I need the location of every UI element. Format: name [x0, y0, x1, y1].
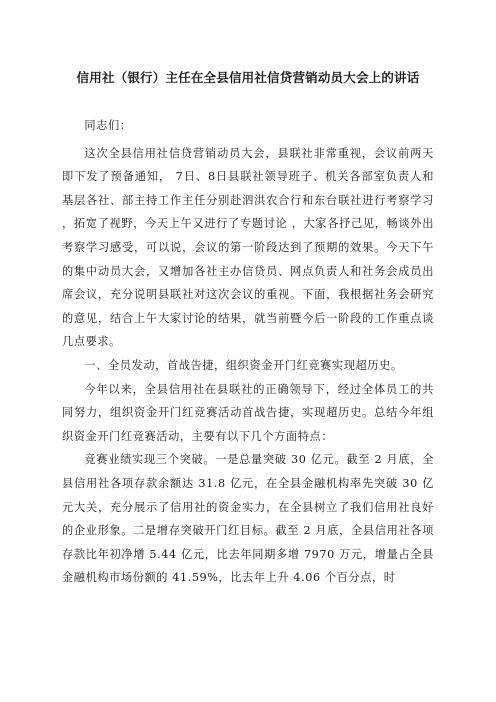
paragraph-intro: 这次全县信用社信贷营销动员大会，县联社非常重视，会议前两天即下发了预备通知， 7日、8日县联社领导班子、机关各部室负责人和基层各社、部主持工作主任分别赴泗洪农合行和东台联社进行考察学习 ，拓宽了视野，今天上午又进行了专题讨论 ，大家各抒己见，畅谈外出考察学习感受，可以说，会议的第一阶段达到了预期的效果。今天下午的集中动员大会，又增加各社主办信贷员、网点负责人和社务会成员出席会议，充分说明县联社对这次会议的重视。下面，我根据社务会研究的意见，结合上午大家讨论的结果，就当前暨今后一阶段的工作重点谈几点要求。 — [62, 146, 434, 349]
salutation: 同志们： — [84, 119, 132, 132]
document-title: 信用社（银行）主任在全县信用社信贷营销动员大会上的讲话 — [76, 70, 420, 85]
paragraph-achievements: 竞赛业绩实现三个突破。一是总量突破 30 亿元。截至 2 月底，全县信用社各项存款余额达 31.8 亿元，在全县金融机构率先突破 30 亿元大关，充分展示了信用社的资金实力，在全县树立了我们信用社良好的企业形象。二是增存突破开门红目标。截至 2 月底，全县信用社各项存款比年初净增 5.44 亿元，比去年同期多增 7970 万元，增量占全县金融机构市场份额的 41.59%，比去年上升 4.06 个百分点，时 — [62, 453, 434, 585]
paragraph-summary: 今年以来，全县信用社在县联社的正确领导下，经过全体员工的共同努力，组织资金开门红竞赛活动首战告捷，实现超历史。总结今年组织资金开门红竞赛活动，主要有以下几个方面特点： — [62, 382, 434, 443]
section-heading-1: 一、全员发动，首战告捷，组织资金开门红竞赛实现超历史。 — [84, 358, 403, 372]
document-body — [62, 114, 434, 590]
